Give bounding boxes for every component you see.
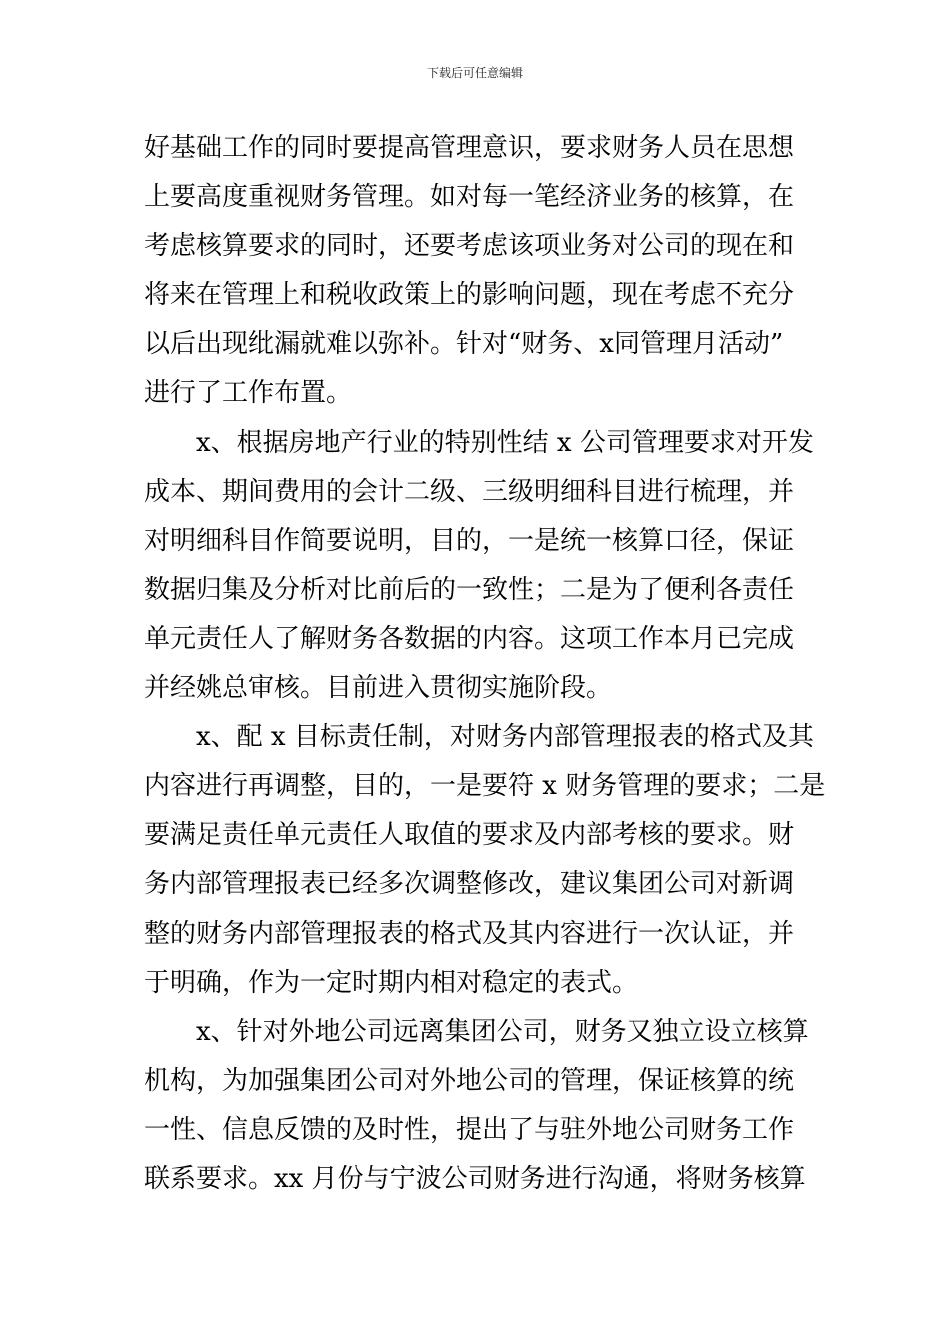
- text-line: 并经姚总审核。目前进入贯彻实施阶段。: [144, 673, 613, 704]
- text-line: 数据归集及分析对比前后的一致性；二是为了便利各责任: [144, 574, 795, 605]
- text-line: 要满足责任单元责任人取值的要求及内部考核的要求。财: [144, 820, 795, 851]
- text-line: 联系要求。xx 月份与宁波公司财务进行沟通，将财务核算: [144, 1163, 806, 1194]
- text-line: 一性、信息反馈的及时性，提出了与驻外地公司财务工作: [144, 1114, 795, 1145]
- document-body: [144, 124, 826, 1204]
- text-line: 务内部管理报表已经多次调整修改，建议集团公司对新调: [144, 869, 795, 900]
- text-line: 整的财务内部管理报表的格式及其内容进行一次认证，并: [144, 918, 795, 949]
- text-line: x、根据房地产行业的特别性结 x 公司管理要求对开发: [196, 427, 814, 458]
- text-line: 内容进行再调整，目的，一是要符 x 财务管理的要求；二是: [144, 771, 826, 802]
- text-line: 于明确，作为一定时期内相对稳定的表式。: [144, 967, 639, 998]
- text-line: 以后出现纰漏就难以弥补。针对“财务、x同管理月活动”: [144, 329, 784, 360]
- paragraph-1: [144, 124, 808, 419]
- text-line: x、针对外地公司远离集团公司，财务又独立设立核算: [196, 1016, 809, 1047]
- text-line: 机构，为加强集团公司对外地公司的管理，保证核算的统: [144, 1065, 795, 1096]
- text-line: 进行了工作布置。: [144, 378, 353, 409]
- text-line: 成本、期间费用的会计二级、三级明细科目进行梳理，并: [144, 476, 795, 507]
- text-line: 好基础工作的同时要提高管理意识，要求财务人员在思想: [144, 133, 795, 163]
- text-line: 将来在管理上和税收政策上的影响问题，现在考虑不充分: [144, 280, 795, 311]
- paragraph-2: [144, 419, 814, 714]
- page-header: 下载后可任意编辑: [426, 66, 523, 80]
- text-line: 考虑核算要求的同时，还要考虑该项业务对公司的现在和: [144, 231, 795, 262]
- text-line: 上要高度重视财务管理。如对每一笔经济业务的核算，在: [144, 182, 795, 213]
- text-line: 对明细科目作简要说明，目的，一是统一核算口径，保证: [144, 525, 795, 556]
- text-line: 单元责任人了解财务各数据的内容。这项工作本月已完成: [144, 623, 795, 654]
- paragraph-3: [144, 713, 826, 1008]
- text-line: x、配 x 目标责任制，对财务内部管理报表的格式及其: [196, 722, 814, 753]
- paragraph-4: [144, 1008, 808, 1204]
